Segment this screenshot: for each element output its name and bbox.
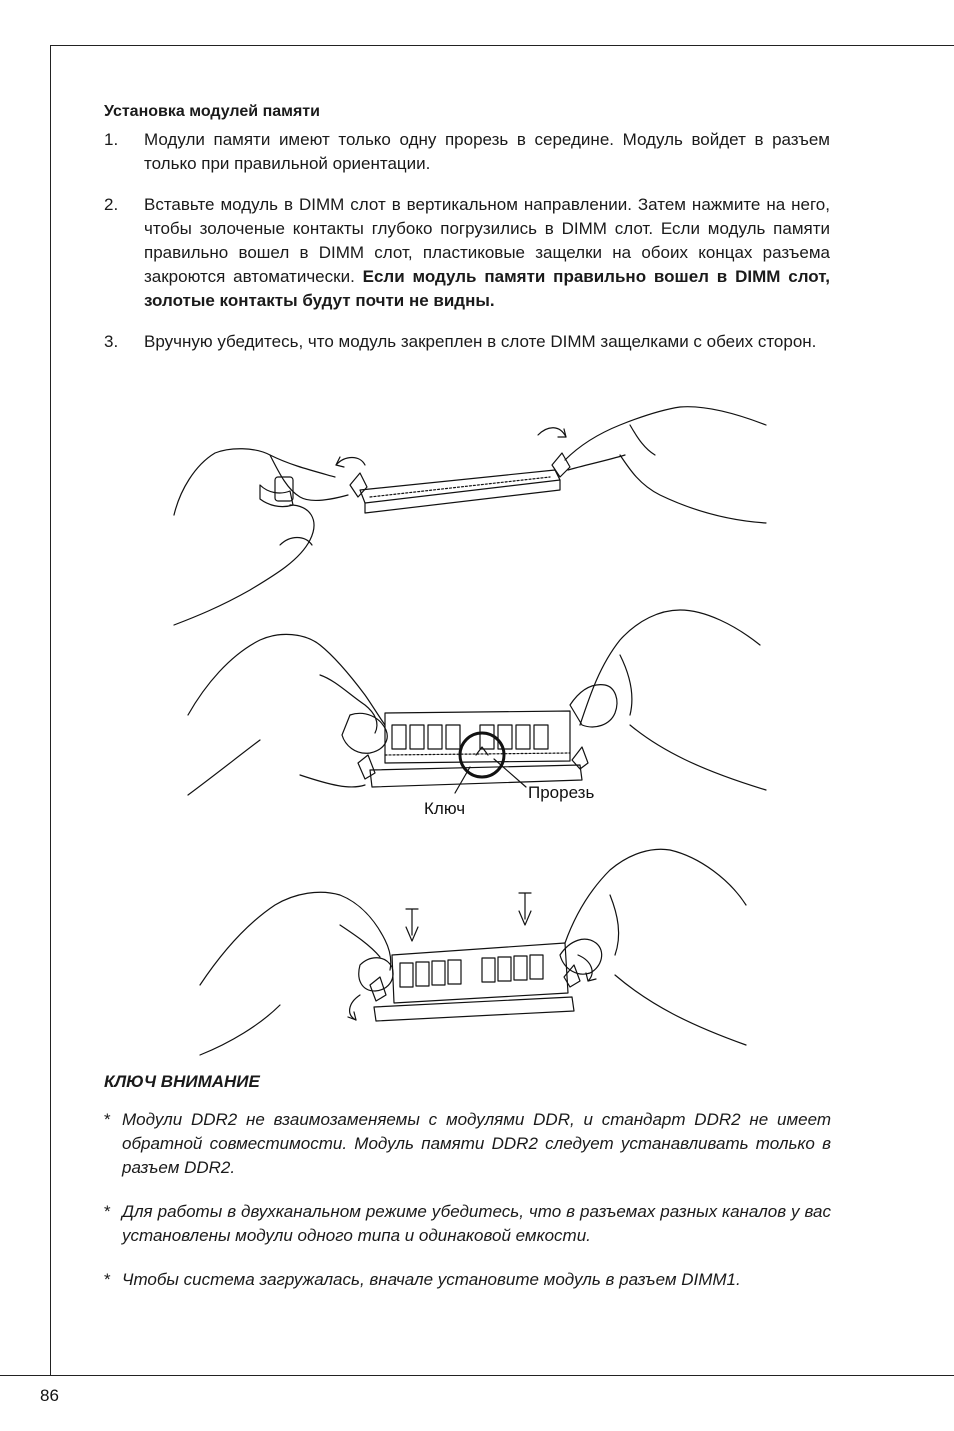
note-bullet: * <box>104 1202 111 1221</box>
step1-open-latches-scene <box>174 407 766 625</box>
memory-installation-illustration <box>160 395 780 1060</box>
dimm-slot-closed <box>374 997 574 1021</box>
step-text: Модули памяти имеют только одну прорезь в середине. Модуль войдет в разъем только при правильной ориентации. <box>144 130 830 173</box>
right-hand-outline <box>565 407 766 460</box>
note-item <box>104 1108 831 1180</box>
latch-rotate-arrow-right <box>578 955 592 981</box>
page-frame-left-rule <box>50 45 51 1375</box>
right-latch-open <box>552 453 570 477</box>
key-notch-highlight-circle <box>460 733 504 777</box>
step-item <box>104 330 830 354</box>
press-down-arrow-right <box>519 893 531 925</box>
step3-press-down-scene <box>200 849 746 1055</box>
right-fingertip <box>570 685 617 727</box>
step2-insert-module-scene <box>188 610 766 795</box>
slot-latch-left <box>358 755 375 779</box>
left-hand-press-outline <box>200 892 391 985</box>
step-bold-text: Если модуль памяти правильно вошел в DIMM слот, золотые контакты будут почти не видны. <box>144 267 830 310</box>
right-hand-grip-outline <box>580 610 760 725</box>
slot-latch-left-closed <box>370 977 386 1001</box>
note-bullet: * <box>104 1270 111 1289</box>
press-down-arrow-left <box>406 909 418 941</box>
note-text: Модули DDR2 не взаимозаменяемы с модулями DDR, и стандарт DDR2 не имеет обратной совместимости. Модуль памяти DDR2 следует устанавливать только в разъем DDR2. <box>122 1110 831 1177</box>
installation-diagram <box>160 395 780 1060</box>
step-text: Вставьте модуль в DIMM слот в вертикальном направлении. Затем нажмите на него, чтобы золоченые контакты глубоко погрузились в DIMM слот. Если модуль памяти правильно вошел в DIMM слот, пластиковые защелки на обоих концах разъема закроются автоматически. <box>144 195 830 286</box>
page-frame-top-rule <box>50 45 954 46</box>
note-text: Для работы в двухканальном режиме убедитесь, что в разъемах разных каналов у вас установлены модули одного типа и одинаковой емкости. <box>122 1202 831 1245</box>
left-hand-grip-outline <box>188 634 385 725</box>
key-leader-line <box>455 767 470 793</box>
left-thumb <box>260 485 293 507</box>
steps-list <box>104 128 830 354</box>
page-number: 86 <box>40 1386 59 1405</box>
right-hand-press-outline <box>565 849 746 943</box>
step-number: 1. <box>104 130 119 149</box>
notes-section <box>104 1070 831 1312</box>
step-item <box>104 193 830 313</box>
left-hand-outline <box>174 449 335 515</box>
note-bullet: * <box>104 1110 111 1129</box>
left-latch-open <box>350 473 367 497</box>
rotate-arrow-left <box>336 458 365 466</box>
step-number: 3. <box>104 332 119 351</box>
step-text: Вручную убедитесь, что модуль закреплен в слоте DIMM защелками с обеих сторон. <box>144 332 817 351</box>
instructions-section <box>104 100 830 371</box>
notes-heading: КЛЮЧ ВНИМАНИЕ <box>104 1072 260 1091</box>
rotate-arrow-right <box>538 428 566 437</box>
left-fingertip <box>342 713 387 753</box>
note-item <box>104 1200 831 1248</box>
step-item <box>104 128 830 176</box>
note-text: Чтобы система загружалась, вначале установите модуль в разъем DIMM1. <box>122 1270 741 1289</box>
notch-label: Прорезь <box>528 783 595 802</box>
page-frame-bottom-rule <box>0 1375 954 1376</box>
left-thumb-press <box>359 958 393 991</box>
open-dimm-slot <box>360 470 560 503</box>
step-number: 2. <box>104 195 119 214</box>
key-label: Ключ <box>424 799 466 818</box>
section-title: Установка модулей памяти <box>104 103 320 120</box>
dimm-module-seated <box>392 943 568 1003</box>
note-item <box>104 1268 831 1292</box>
